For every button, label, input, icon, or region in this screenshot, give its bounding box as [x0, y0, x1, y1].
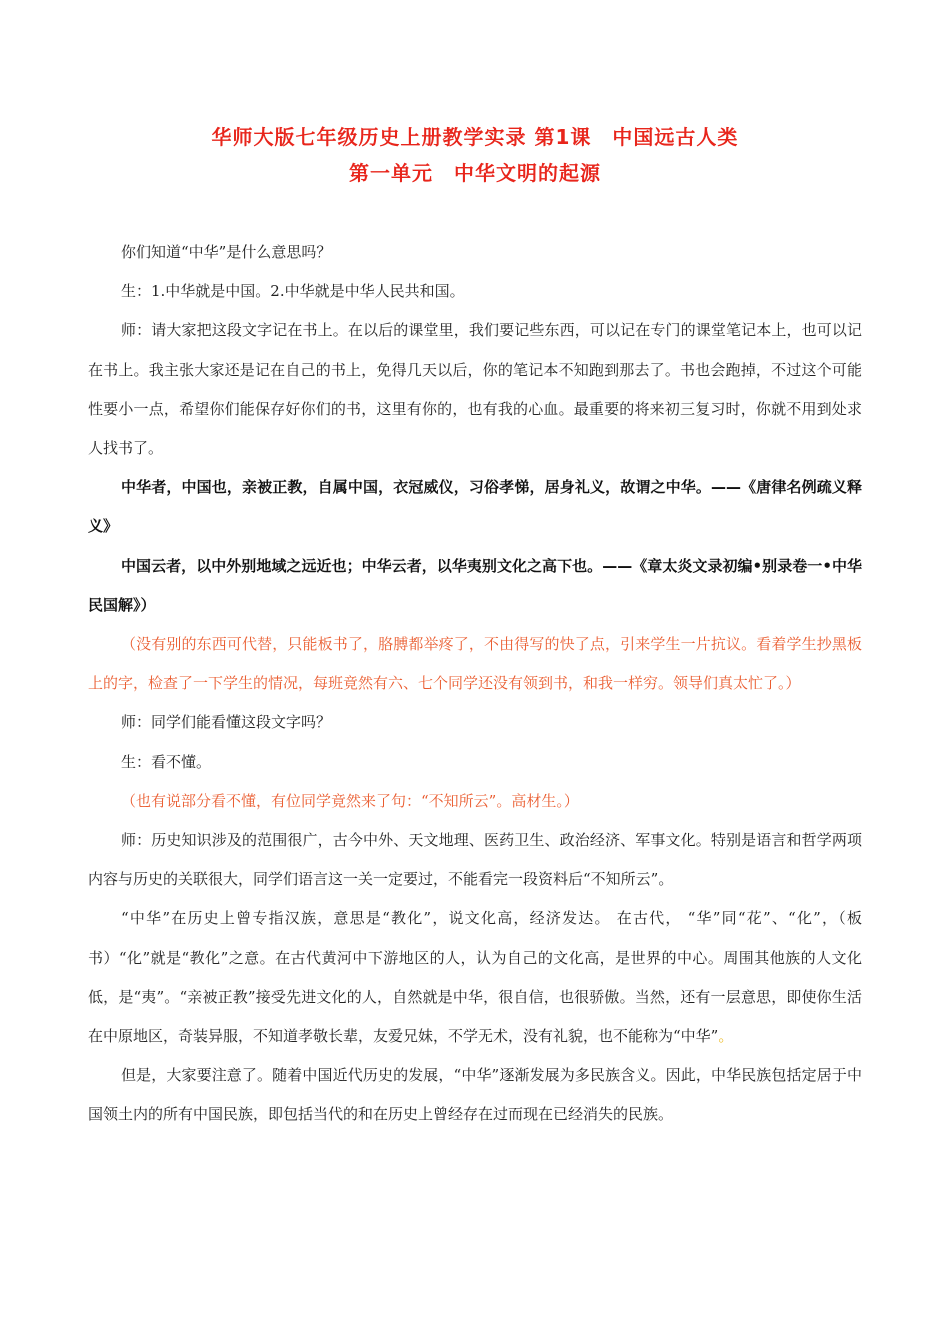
- unit-title: 第一单元 中华文明的起源: [349, 161, 601, 185]
- trailing-mark: 。: [718, 1027, 734, 1046]
- title-block: [0, 119, 950, 191]
- zhonghua-meaning-paragraph: [88, 899, 862, 1056]
- question-paragraph: 你们知道“中华”是什么意思吗？: [121, 243, 332, 261]
- classroom-note-paragraph: （也有说部分看不懂，有位同学竟然来了句：“不知所云”。高材生。）: [121, 791, 579, 810]
- quotation-tanglu: 中华者，中国也，亲被正教，自属中国，衣冠威仪，习俗孝悌，居身礼义，故谓之中华。——《唐律名例疏义释义》: [88, 478, 862, 536]
- modern-meaning-paragraph: 但是，大家要注意了。随着中国近代历史的发展，“中华”逐渐发展为多民族含义。因此，中华民族包括定居于中国领土内的所有中国民族，即包括当代的和在历史上曾经存在过而现在已经消失的民族。: [88, 1066, 862, 1124]
- zhonghua-meaning-text: “中华”在历史上曾专指汉族，意思是“教化”，说文化高，经济发达。 在古代， “华”同“花”、“化”，（板书）“化”就是“教化”之意。在古代黄河中下游地区的人，认为自己的文化高，是世界的中心。周围其他族的人文化低，是“夷”。“亲被正教”接受先进文化的人，自然就是中华，很自信，也很骄傲。当然，还有一层意思，即使你生活在中原地区，奇装异服，不知道孝敬长辈，友爱兄妹，不学无术，没有礼貌，也不能称为“中华”: [88, 909, 862, 1046]
- student-reply-paragraph: 生：看不懂。: [121, 752, 212, 771]
- document-title: 华师大版七年级历史上册教学实录 第1课 中国远古人类: [211, 125, 739, 149]
- teacher-note-paragraph: （没有别的东西可代替，只能板书了，胳膊都举疼了，不由得写的快了点，引来学生一片抗议。看着学生抄黑板上的字，检查了一下学生的情况，每班竟然有六、七个同学还没有领到书，和我一样穷。领导们真太忙了。）: [88, 635, 862, 693]
- teacher-instruction-paragraph: 师：请大家把这段文字记在书上。在以后的课堂里，我们要记些东西，可以记在专门的课堂笔记本上，也可以记在书上。我主张大家还是记在自己的书上，免得几天以后，你的笔记本不知跑到那去了。书也会跑掉，不过这个可能性要小一点，希望你们能保存好你们的书，这里有你的，也有我的心血。最重要的将来初三复习时，你就不用到处求人找书了。: [88, 321, 862, 458]
- teacher-explanation-paragraph: 师：历史知识涉及的范围很广，古今中外、天文地理、医药卫生、政治经济、军事文化。特别是语言和哲学两项内容与历史的关联很大，同学们语言这一关一定要过，不能看完一段资料后“不知所云”。: [88, 831, 862, 889]
- teacher-question-paragraph: 师：同学们能看懂这段文字吗？: [121, 713, 332, 732]
- quotation-zhangtaiyan: 中国云者，以中外别地域之远近也；中华云者，以华夷别文化之高下也。——《章太炎文录初编•别录卷一•中华民国解》）: [88, 556, 862, 614]
- document-body: [88, 233, 862, 1135]
- student-answer-paragraph: 生：1.中华就是中国。2.中华就是中华人民共和国。: [121, 282, 465, 301]
